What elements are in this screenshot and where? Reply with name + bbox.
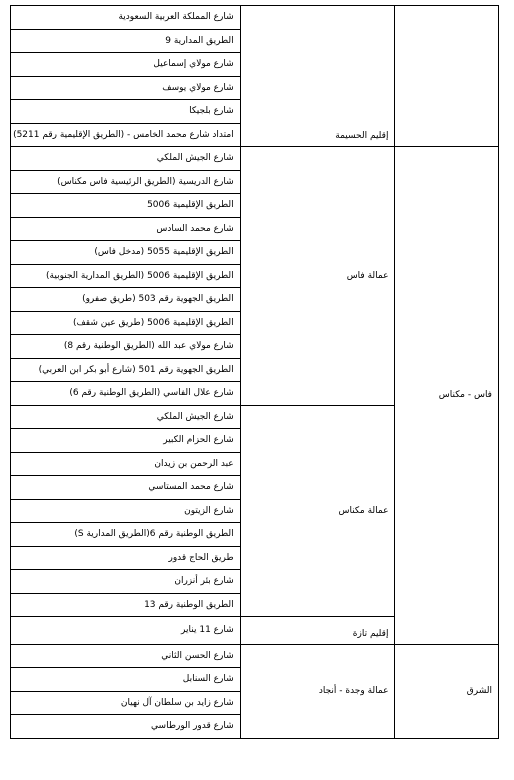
region-cell: الشرق xyxy=(395,644,499,738)
street-cell: شارع مولاي يوسف xyxy=(11,76,241,100)
street-cell: الطريق الإقليمية 5006 xyxy=(11,194,241,218)
street-cell: شارع الحسن الثاني xyxy=(11,644,241,668)
street-cell: شارع الجيش الملكي xyxy=(11,405,241,429)
street-cell: شارع مولاي عبد الله (الطريق الوطنية رقم 8) xyxy=(11,335,241,359)
province-cell: إقليم تازة xyxy=(240,617,395,645)
province-cell: عمالة وجدة - أنجاد xyxy=(240,644,395,738)
street-cell: الطريق الإقليمية 5006 (الطريق المدارية الجنوبية) xyxy=(11,264,241,288)
street-cell: شارع الدريسية (الطريق الرئيسية فاس مكناس) xyxy=(11,170,241,194)
street-cell: شارع مولاي إسماعيل xyxy=(11,53,241,77)
street-cell: الطريق الوطنية رقم 13 xyxy=(11,593,241,617)
street-cell: شارع محمد المستاسي xyxy=(11,476,241,500)
street-cell: عبد الرحمن بن زيدان xyxy=(11,452,241,476)
region-cell xyxy=(395,6,499,147)
street-cell: شارع بلجيكا xyxy=(11,100,241,124)
street-cell: شارع قدور الورطاسي xyxy=(11,715,241,739)
table-row xyxy=(11,6,499,30)
province-cell: عمالة مكناس xyxy=(240,405,395,617)
street-cell: شارع علال الفاسي (الطريق الوطنية رقم 6) xyxy=(11,382,241,406)
table-row xyxy=(11,644,499,668)
street-cell: الطريق المدارية 9 xyxy=(11,29,241,53)
street-cell: الطريق الجهوية رقم 503 (طريق صفرو) xyxy=(11,288,241,312)
street-cell: شارع بئر أنزران xyxy=(11,570,241,594)
street-cell: شارع المملكة العربية السعودية xyxy=(11,6,241,30)
street-cell: الطريق الجهوية رقم 501 (شارع أبو بكر ابن العربي) xyxy=(11,358,241,382)
table-row xyxy=(11,147,499,171)
street-cell: شارع الحزام الكبير xyxy=(11,429,241,453)
street-cell: طريق الحاج قدور xyxy=(11,546,241,570)
street-cell: شارع الزيتون xyxy=(11,499,241,523)
street-cell: شارع محمد السادس xyxy=(11,217,241,241)
street-cell: الطريق الإقليمية 5055 (مدخل فاس) xyxy=(11,241,241,265)
street-cell: شارع الجيش الملكي xyxy=(11,147,241,171)
province-cell: عمالة فاس xyxy=(240,147,395,406)
street-cell: امتداد شارع محمد الخامس - (الطريق الإقليمية رقم 5211) xyxy=(11,123,241,147)
province-cell: إقليم الحسيمة xyxy=(240,6,395,147)
street-cell: شارع السنابل xyxy=(11,668,241,692)
region-cell: فاس - مكناس xyxy=(395,147,499,645)
streets-table xyxy=(10,5,499,739)
street-cell: شارع 11 يناير xyxy=(11,617,241,645)
streets-table-body xyxy=(11,6,499,739)
street-cell: شارع زايد بن سلطان آل نهيان xyxy=(11,691,241,715)
street-cell: الطريق الإقليمية 5006 (طريق عين شقف) xyxy=(11,311,241,335)
street-cell: الطريق الوطنية رقم 6(الطريق المدارية S) xyxy=(11,523,241,547)
